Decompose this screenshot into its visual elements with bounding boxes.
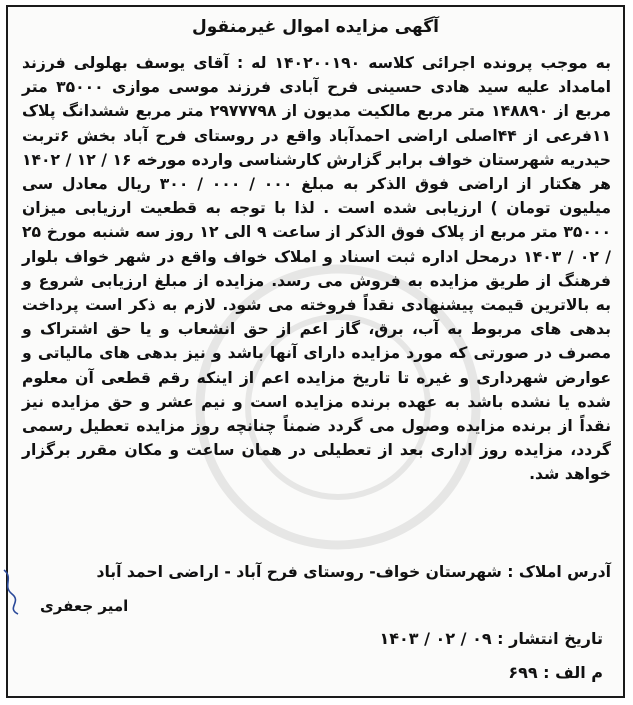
notice-body: به موجب پرونده اجرائی کلاسه ۱۴۰۲۰۰۱۹۰ له : آقای یوسف بهلولی فرزند امامداد علیه سید هادی حسینی فرح آبادی فرزند موسی موازی ۳۵۰۰۰ متر مربع از ۱۴۸۸۹۰ متر مربع مالکیت مدیون از ۲۹۷۷۷۹۸ متر مربع ششدانگ پلاک ۱۱فرعی از ۴۴اصلی اراضی احمدآباد واقع در روستای فرح آباد بخش ۶تربت حیدریه شهرستان خواف برابر گزارش کارشناسی وارده مورخه ۱۶ / ۱۲ / ۱۴۰۲ هر هکتار از اراضی فوق الذکر به مبلغ ۰۰۰ / ۰۰۰ / ۳۰۰ ریال معادل سی میلیون تومان ) ارزیابی شده است . لذا با توجه به قطعیت ارزیابی میزان ۳۵۰۰۰ متر مربع از پلاک فوق الذکر از ساعت ۹ الی ۱۲ روز سه شنبه مورخ ۲۵ / ۰۲ / ۱۴۰۳ درمحل اداره ثبت اسناد و املاک خواف واقع در شهر خواف بلوار فرهنگ از طریق مزایده به فروش می رسد. مزایده از مبلغ ارزیابی شروع و به بالاترین قیمت پیشنهادی نقداً فروخته می شود. لازم به ذکر است پرداخت بدهی های مربوط به آب، برق، گاز اعم از حق انشعاب و یا حق اشتراک و مصرف در صورتی که مورد مزایده دارای آنها باشد و نیز بدهی های مالیاتی و عوارض شهرداری و غیره تا تاریخ مزایده اعم از اینکه رقم قطعی آن معلوم شده یا نشده باشد به عهده برنده مزایده است و نیم عشر و حق مزایده نیز نقداً از برنده مزایده وصول می گردد ضمناً چنانچه روز مزایده تعطیل رسمی گردد، مزایده روز اداری بعد از تعطیلی در همان ساعت و مکان مقرر برگزار خواهد شد. [22, 54, 612, 484]
property-address: آدرس املاک : شهرستان خواف- روستای فرح آباد - اراضی احمد آباد [96, 563, 611, 581]
notice-title: آگهی مزایده اموال غیرمنقول [192, 17, 439, 37]
auction-notice [6, 5, 625, 698]
notice-code: م الف : ۶۹۹ [508, 663, 603, 682]
signer-name: امیر جعفری [40, 597, 129, 615]
handwritten-mark [0, 568, 24, 616]
publish-date: تاریخ انتشار : ۰۹ / ۰۲ / ۱۴۰۳ [379, 629, 603, 648]
